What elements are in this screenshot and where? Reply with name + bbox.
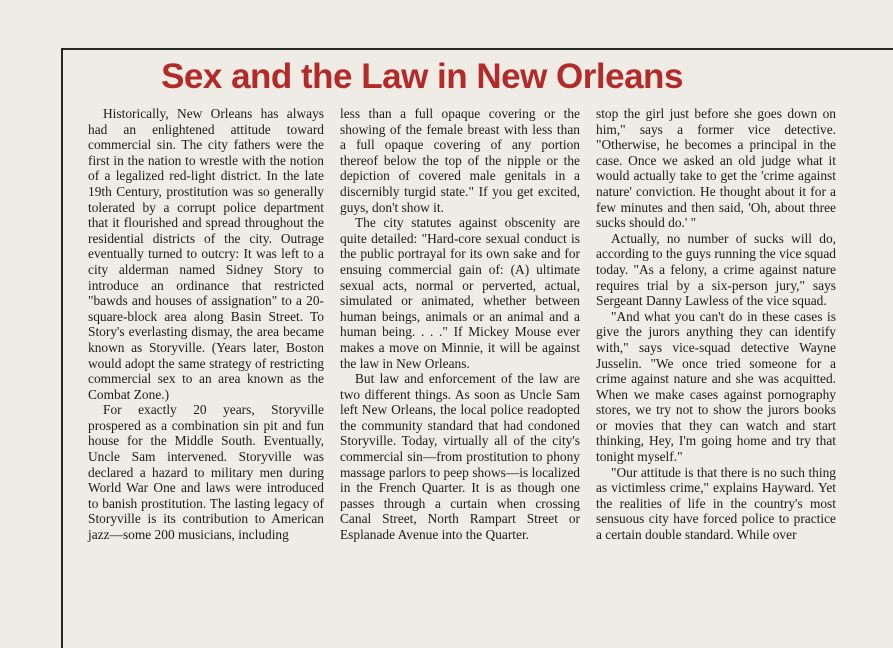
paragraph: Actually, no number of sucks will do, according to the guys running the vice squad today. "As a felony, a crime against nature requires trial by a six-person jury," says Sergeant Danny Lawless of the vice squad. bbox=[596, 230, 836, 309]
paragraph: The city statutes against obscenity are quite detailed: "Hard-core sexual conduct is the public portrayal for its own sake and for ensuing commercial gain of: (A) ultimate sexual acts, normal or perverted, actual, simulated or animated, whether between human beings, animals or an animal and a human being. . . ." If Mickey Mouse ever makes a move on Minnie, it will be against the law in New Orleans. bbox=[340, 215, 580, 371]
text-column-1 bbox=[88, 106, 324, 543]
paragraph: stop the girl just before she goes down on him," says a former vice detective. "Otherwise, he becomes a principal in the case. Once we asked an old judge what it would actually take to get the 'crime against nature' conviction. He thought about it for a few minutes and then said, 'Oh, about three sucks should do.' " bbox=[596, 106, 836, 231]
text-column-2 bbox=[340, 106, 580, 543]
paragraph: For exactly 20 years, Storyville prospered as a combination sin pit and fun house for the Middle South. Eventually, Uncle Sam intervened. Storyville was declared a hazard to military men during World War One and laws were introduced to banish prostitution. The lasting legacy of Storyville is its contribution to American jazz—some 200 musicians, including bbox=[88, 402, 324, 543]
article-title: Sex and the Law in New Orleans bbox=[161, 57, 683, 96]
paragraph: less than a full opaque covering or the showing of the female breast with less than a full opaque covering of any portion thereof below the top of the nipple or the depiction of covered male genitals in a discernibly turgid state." If you get excited, guys, don't show it. bbox=[340, 106, 580, 215]
text-column-3 bbox=[596, 106, 836, 543]
paragraph: But law and enforcement of the law are two different things. As soon as Uncle Sam left New Orleans, the local police readopted the community standard that had condoned Storyville. Today, virtually all of the city's commercial sin—from prostitution to phony massage parlors to peep shows—is localized in the French Quarter. It is as though one passes through a curtain when crossing Canal Street, North Rampart Street or Esplanade Avenue into the Quarter. bbox=[340, 371, 580, 543]
paragraph: "And what you can't do in these cases is give the jurors anything they can identify with," says vice-squad detective Wayne Jusselin. "We once tried someone for a crime against nature and she was acquitted. When we make cases against pornography stores, we try not to show the jurors books or movies that they can watch and start thinking, Hey, I'm going home and try that tonight myself." bbox=[596, 308, 836, 465]
paragraph: "Our attitude is that there is no such thing as victimless crime," explains Hayward. Yet the realities of life in the country's most sensuous city have forced police to practice a certain double standard. While over bbox=[596, 464, 836, 543]
paragraph: Historically, New Orleans has always had an enlightened attitude toward commercial sin. The city fathers were the first in the nation to wrestle with the notion of a legalized red-light district. In the late 19th Century, prostitution was so generally tolerated by a corrupt police department that it flourished and spread throughout the residential districts of the city. Outrage eventually turned to outcry: It was left to a city alderman named Sidney Story to introduce an ordinance that restricted "bawds and houses of assignation" to a 20-square-block area along Basin Street. To Story's everlasting dismay, the area became known as Storyville. (Years later, Boston would adopt the same strategy of restricting commercial sex to an area known as the Combat Zone.) bbox=[88, 106, 324, 402]
